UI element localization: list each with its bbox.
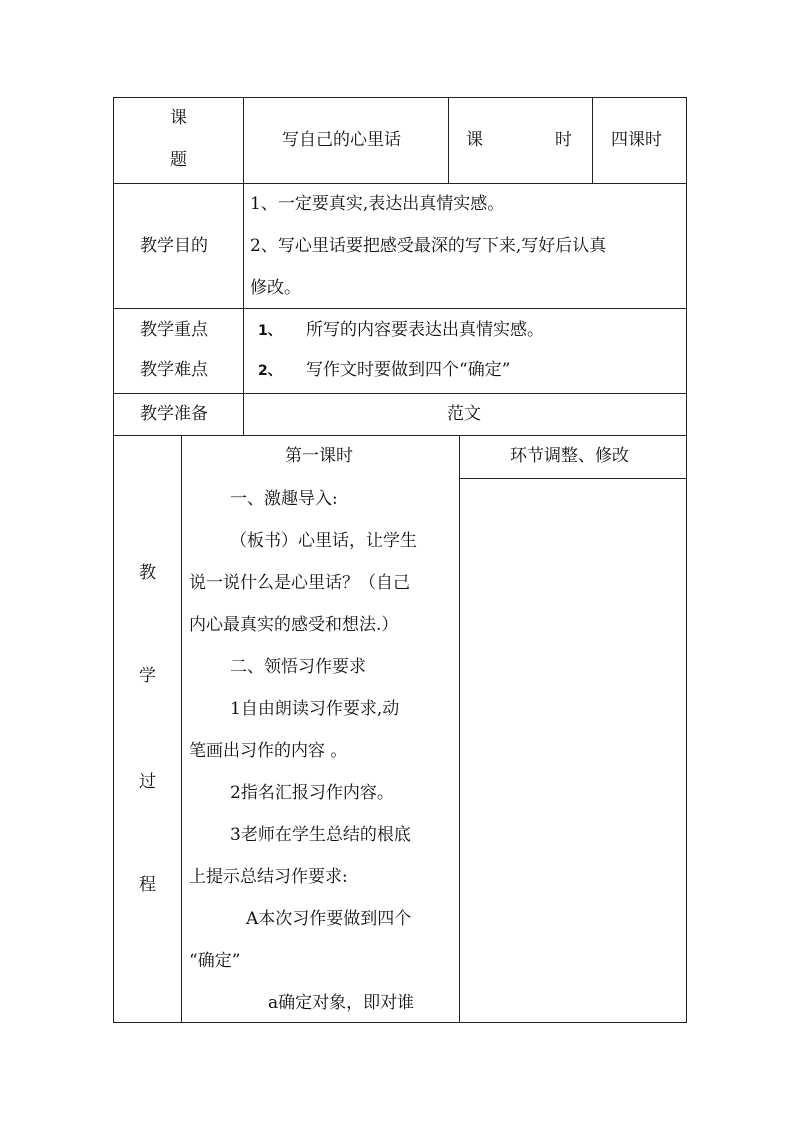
process-line: 1自由朗读习作要求,动 [230,699,400,719]
process-line: A本次习作要做到四个 [246,909,412,929]
adjust-header: 环节调整、修改 [510,446,629,466]
process-line: 3老师在学生总结的根底 [230,825,411,845]
title-label-ti: 题 [170,150,187,170]
adjust-column-cell [459,435,687,1023]
process-line: 说一说什么是心里话？（自己 [189,573,410,593]
process-line: “确定” [189,951,241,971]
title-label-ke: 课 [170,108,187,128]
preparation-value: 范文 [447,404,481,424]
objectives-label: 教学目的 [140,236,208,256]
objective-line-1: 1、一定要真实,表达出真情实感。 [250,194,505,214]
hours-label-ke: 课 [466,130,483,150]
process-line: 内心最真实的感受和想法.） [189,615,399,635]
lesson-1-heading: 第一课时 [285,446,353,466]
objective-line-3: 修改。 [250,278,301,298]
process-label-char-4: 程 [139,875,156,895]
keypoint-2-number: 2、 [258,363,282,379]
process-line: a确定对象，即对谁 [268,993,415,1013]
process-line: （板书）心里话，让学生 [230,531,417,551]
hours-value: 四课时 [611,130,662,150]
process-label-cell [113,435,182,1023]
process-label-char-2: 学 [139,666,156,686]
process-line: 2指名汇报习作内容。 [230,783,394,803]
keypoint-2-text: 写作文时要做到四个“确定” [306,360,511,380]
process-line: 二、领悟习作要求 [230,657,366,677]
process-label-char-1: 教 [139,563,156,583]
hours-label-shi: 时 [555,130,572,150]
objective-line-2: 2、写心里话要把感受最深的写下来,写好后认真 [250,236,607,256]
keypoint-1-text: 所写的内容要表达出真情实感。 [306,320,544,340]
keypoint-1-number: 1、 [258,323,282,339]
preparation-label: 教学准备 [140,404,208,424]
focus-label: 教学重点 [140,320,208,340]
process-line: 一、激趣导入: [230,489,338,509]
lesson-title: 写自己的心里话 [282,130,401,150]
process-label-char-3: 过 [139,772,156,792]
process-line: 笔画出习作的内容 。 [189,741,348,761]
difficulty-label: 教学难点 [140,360,208,380]
process-content-cell [181,435,460,1023]
process-line: 上提示总结习作要求: [189,867,348,887]
